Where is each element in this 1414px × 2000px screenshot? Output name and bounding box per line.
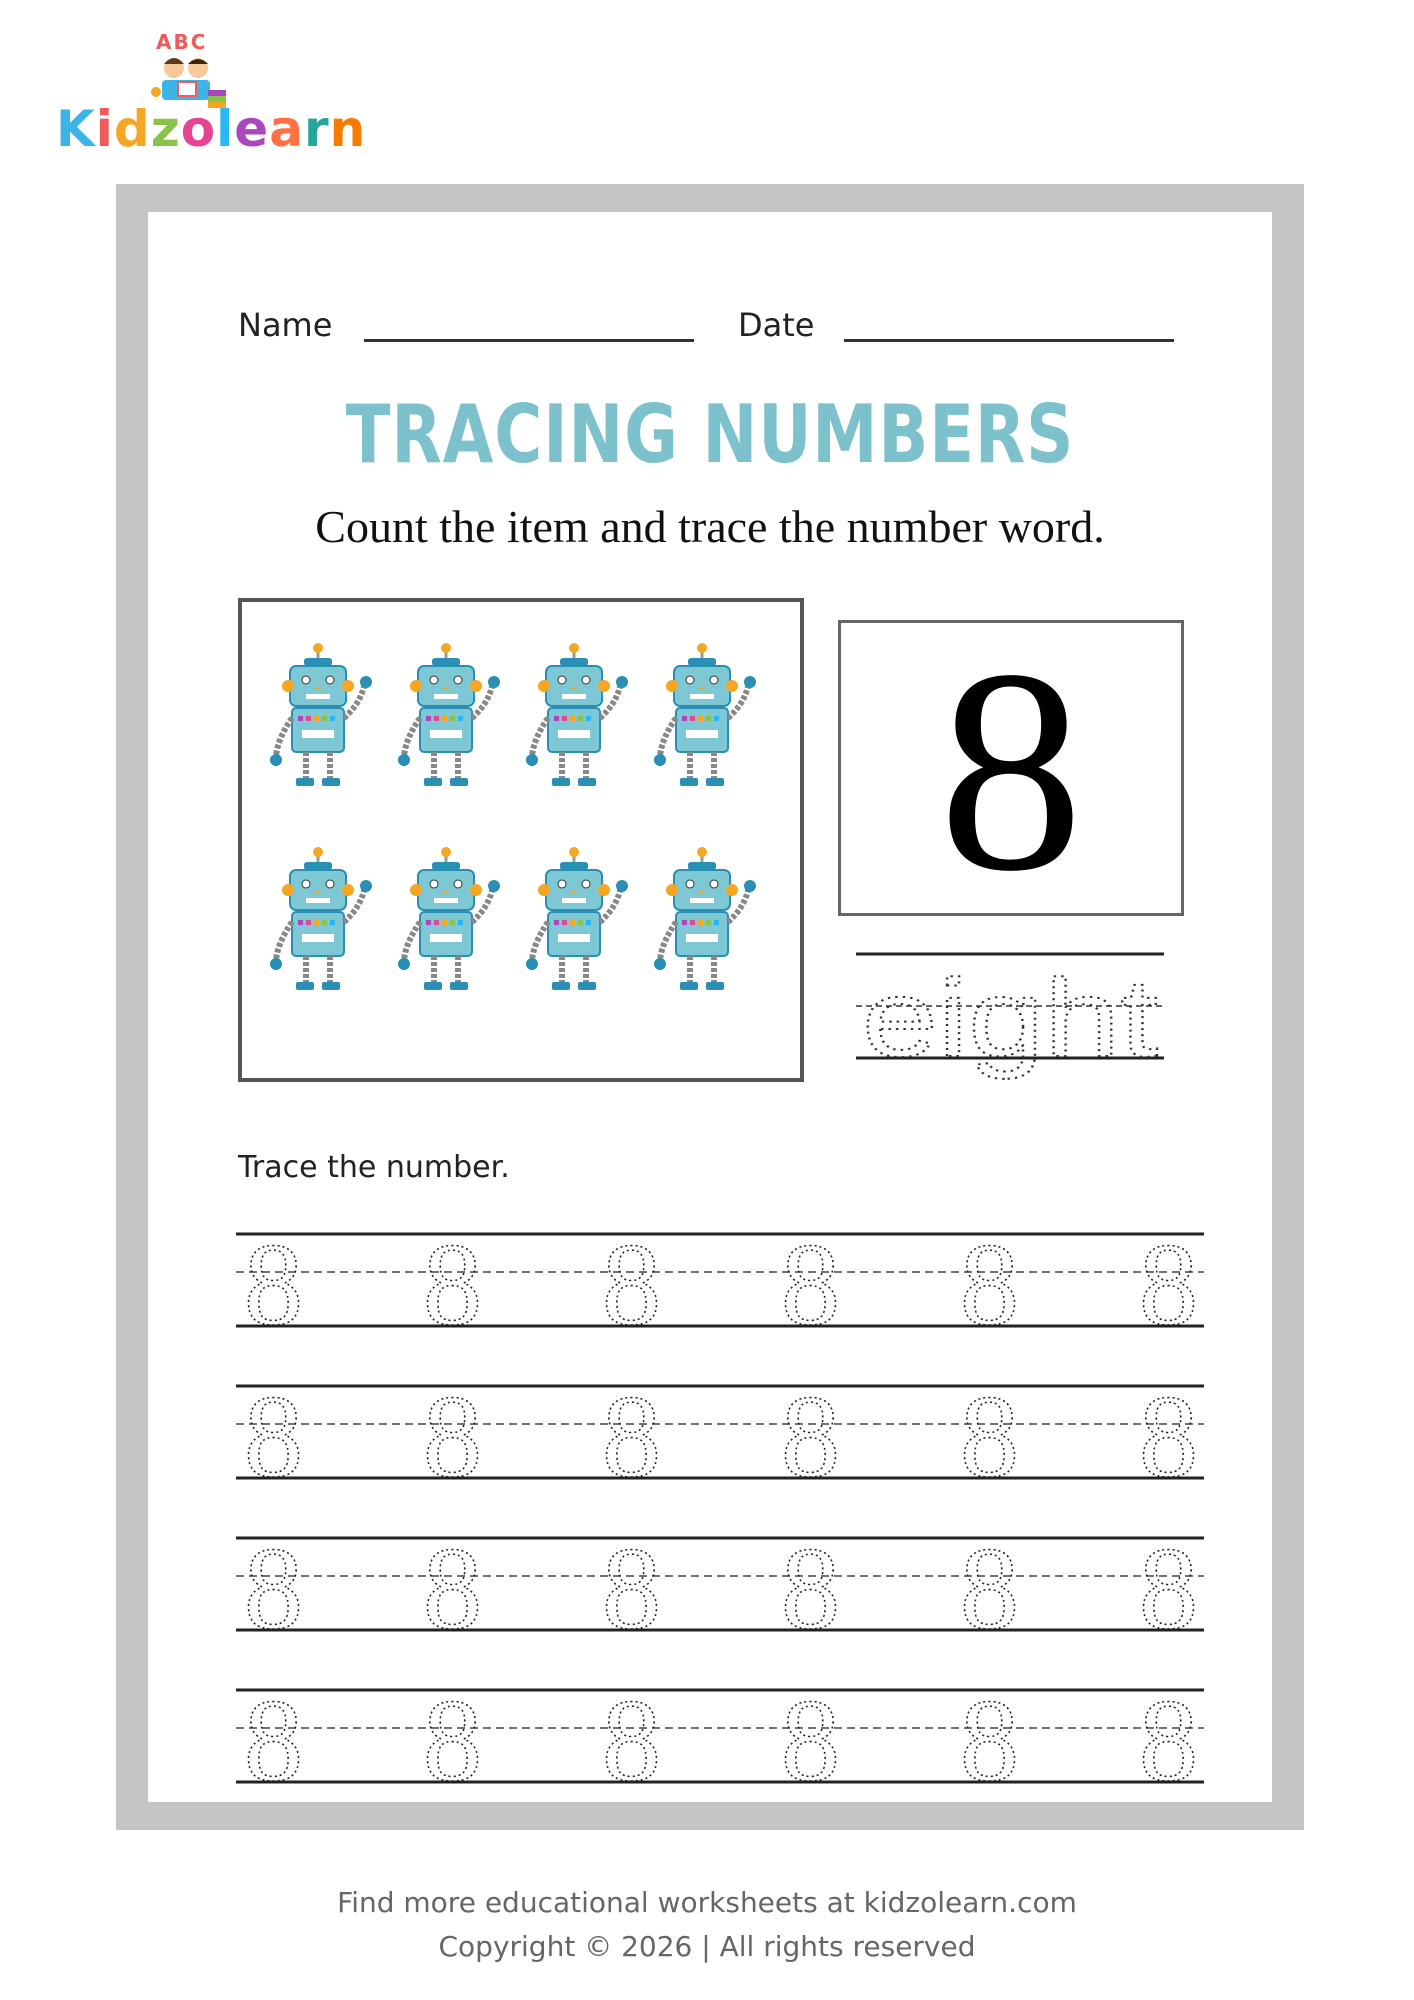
trace-digit: 8: [960, 1382, 1019, 1482]
trace-digit: 8: [781, 1534, 840, 1634]
logo-letter: n: [329, 100, 367, 158]
trace-digit: 8: [423, 1382, 482, 1482]
trace-digit: 8: [423, 1534, 482, 1634]
logo-letter: K: [56, 100, 96, 158]
logo-letter: i: [95, 100, 114, 158]
robot-icon: [396, 642, 506, 792]
number-word-text: eight: [862, 957, 1158, 1080]
logo-letter: a: [269, 100, 304, 158]
logo-wordmark: [56, 100, 366, 158]
trace-digit: 8: [602, 1230, 661, 1330]
robot-icon: [396, 846, 506, 996]
trace-digit: 8: [244, 1230, 303, 1330]
number-word-trace: [856, 950, 1172, 1100]
trace-section-label: Trace the number.: [238, 1150, 510, 1185]
date-field[interactable]: [844, 339, 1174, 342]
name-label: Name: [238, 306, 333, 344]
trace-digit: 8: [781, 1686, 840, 1786]
trace-digit: 8: [1139, 1382, 1198, 1482]
kidzolearn-logo: [56, 30, 367, 160]
logo-letter: r: [303, 100, 330, 158]
trace-digit: 8: [960, 1534, 1019, 1634]
trace-digit: 8: [1139, 1230, 1198, 1330]
trace-digit: 8: [602, 1686, 661, 1786]
name-field[interactable]: [364, 339, 694, 342]
trace-digit: 8: [244, 1534, 303, 1634]
robot-icon: [524, 642, 634, 792]
logo-letter: e: [234, 100, 270, 158]
logo-letter: z: [150, 100, 181, 158]
robot-icon: [652, 846, 762, 996]
trace-digit: 8: [244, 1382, 303, 1482]
trace-digit: 8: [602, 1382, 661, 1482]
logo-abc-mark: ABC: [156, 30, 208, 54]
trace-row[interactable]: [236, 1382, 1204, 1482]
trace-digit: 8: [960, 1686, 1019, 1786]
robot-icon: [652, 642, 762, 792]
counting-items-box: [238, 598, 804, 1082]
instruction-text: Count the item and trace the number word.: [315, 501, 1105, 552]
logo-letter: o: [180, 100, 217, 158]
trace-digit: 8: [781, 1382, 840, 1482]
robot-icon: [268, 642, 378, 792]
trace-digit: 8: [423, 1686, 482, 1786]
number-box: [838, 610, 1184, 931]
trace-digit: 8: [781, 1230, 840, 1330]
robot-icon: [268, 846, 378, 996]
trace-digit: 8: [423, 1230, 482, 1330]
trace-digit: 8: [960, 1230, 1019, 1330]
number-digit: 8: [938, 610, 1084, 931]
logo-letter: l: [216, 100, 235, 158]
footer-website-text: Find more educational worksheets at kidzolearn.com: [337, 1886, 1077, 1919]
trace-row[interactable]: [236, 1534, 1204, 1634]
trace-digit: 8: [244, 1686, 303, 1786]
trace-digit: 8: [1139, 1686, 1198, 1786]
trace-row[interactable]: [236, 1230, 1204, 1330]
trace-row[interactable]: [236, 1686, 1204, 1786]
logo-letter: d: [113, 100, 151, 158]
trace-digit: 8: [602, 1534, 661, 1634]
page-title: TRACING NUMBERS: [345, 388, 1075, 481]
robot-icon: [524, 846, 634, 996]
date-label: Date: [738, 306, 815, 344]
trace-digit: 8: [1139, 1534, 1198, 1634]
footer-copyright-text: Copyright © 2026 | All rights reserved: [438, 1930, 976, 1963]
